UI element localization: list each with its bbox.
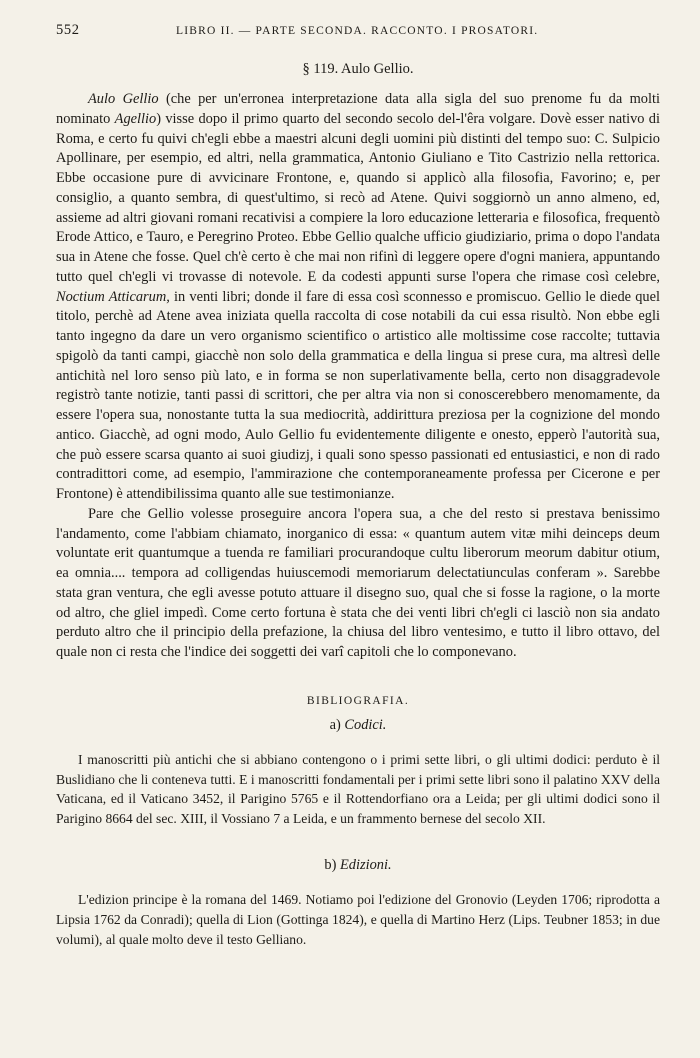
paragraph-text: in venti libri; donde il fare di essa così sconnesso e promiscuo. Gellio le diede quel titolo, perchè ad Atene avea iniziata quella raccolta di cose notabili da cui essa risultò. Non ebbe egli tanto ingegno da dare un vero organismo scientifico o artistico alle moltissime cose raccolte; tuttavia spigolò da tanti campi, giacchè non solo della grammatica e della lingua si prese cura, ma altresì delle antichità nel loro senso più lato, e in forma se non superlativamente bella, certo non disaggradevole registrò tante notizie, tanti passi di scrittori, che per altra via non si conoscerebbero menomamente, da essere l'opera sua, nonostante tutta la sua mediocrità, addirittura preziosa per la cognizione del mondo antico. Giacchè, ad ogni modo, Aulo Gellio fu evidentemente diligente e onesto, epperò l'autorità sua, che può essere scarsa quanto ai suoi giudizj, i quali sono spesso passionati ed entusiastici, e non di rado contradittori come, ad esempio, l'ammirazione che contemporaneamente professa per Cicerone e per Frontone) è attendibilissima quanto alle sue testimonianze. <box>56 288 660 502</box>
codici-heading <box>56 717 660 734</box>
edizioni-text-block <box>56 890 660 949</box>
section-title: § 119. Aulo Gellio. <box>302 61 414 77</box>
edizioni-heading <box>56 857 660 874</box>
author-name: Aulo Gellio <box>88 91 159 107</box>
paragraph-text: (che per un'erronea interpretazione data alla sigla del suo prenome fu da molti nominato <box>56 91 660 127</box>
bibliography-heading: BIBLIOGRAFIA. <box>306 694 410 707</box>
edizioni-label: Edizioni. <box>340 856 392 873</box>
paragraph-1 <box>56 90 660 505</box>
codici-label: Codici. <box>344 716 387 733</box>
paragraph-text: ) visse dopo il primo quarto del secondo secolo del-l'êra volgare. Dovè esser nativo di Roma, e certo fu quivi ch'egli ebbe a maestri alcuni degli uomini più distinti del tempo suo: C. Sulpicio Apollinare, per esempio, ed altri, nella grammatica, Antonio Giuliano e Tito Castrizio nella rettorica. Ebbe occasione pure di avvicinare Frontone, e, quando si applicò alla filosofia, Favorino; e, per consiglio, a quanto sembra, di quest'ultimo, si recò ad Atene. Quivi soggiornò un anno almeno, ed, assieme ad altri giovani romani recativisi a compiere la loro educazione letteraria e filosofica, frequentò Erode Attico, e Tauro, e Peregrino Proteo. Ebbe Gellio qualche ufficio giudiziario, prima o dopo l'andata sua in Atene che fosse. Quel ch'è certo è che mai non rifinì di leggere opere d'ogni maniera, appuntando tutto quel ch'egli vi trovasse di notevole. E da codesti appunti surse l'opera che rimase così celebre, <box>56 110 660 285</box>
body-text <box>56 90 660 663</box>
edizioni-text: L'edizion principe è la romana del 1469. Notiamo poi l'edizione del Gronovio (Leyden 1706; riprodotta a Lipsia 1762 da Conradi); quella di Lion (Gottinga 1824), e quella di Martino Herz (Lips. Teubner 1853; in due volumi), al quale molto deve il testo Gelliano. <box>56 891 660 947</box>
codici-text-block <box>56 750 660 829</box>
codici-marker: a) <box>329 716 341 733</box>
codici-text: I manoscritti più antichi che si abbiano contengono o i primi sette libri, o gli ultimi dodici: perduto è il Buslidiano che li conteneva tutti. E i manoscritti fondamentali per i primi sette libri sono il palatino XXV della Vaticana, ed il Vaticano 3452, il Parigino 5765 e il Rottendorfiano ora a Leida; per gli ultimi dodici sono il Parigino 8664 del sec. XIII, il Vossiano 7 a Leida, e un frammento bernese del secolo XII. <box>56 751 660 827</box>
work-title: Noctium Atticarum, <box>56 288 170 305</box>
edizioni-marker: b) <box>324 856 337 873</box>
page-number: 552 <box>56 22 80 38</box>
alternate-name: Agellio <box>114 110 157 127</box>
running-head <box>56 22 660 39</box>
running-title: LIBRO II. — PARTE SECONDA. RACCONTO. I PROSATORI. <box>176 25 539 37</box>
paragraph-2: Pare che Gellio volesse proseguire ancora l'opera sua, a che del resto si prestava benissimo l'andamento, come l'abbiam chiamato, inorganico di essa: « quantum autem vitæ mihi deinceps deum voluntate erit quantumque a tuenda re familiari procurandoque cultu liberorum meorum dabitur otium, ea omnia.... tempora ad colligendas huiuscemodi memoriarum delectatiunculas conferam ». Sarebbe stata gran ventura, che egli avesse potuto attuare il disegno suo, qual che si fosse la ragione, o la morte od altro, che gliel impedì. Come certo fortuna è stata che dei venti libri ch'egli ci lasciò non sia andato perduto altro che il principio della prefazione, la chiusa del libro ventesimo, e tutto il libro ottavo, del quale non ci resta che l'indice dei soggetti dei varî capitoli che lo componevano. <box>56 505 660 660</box>
